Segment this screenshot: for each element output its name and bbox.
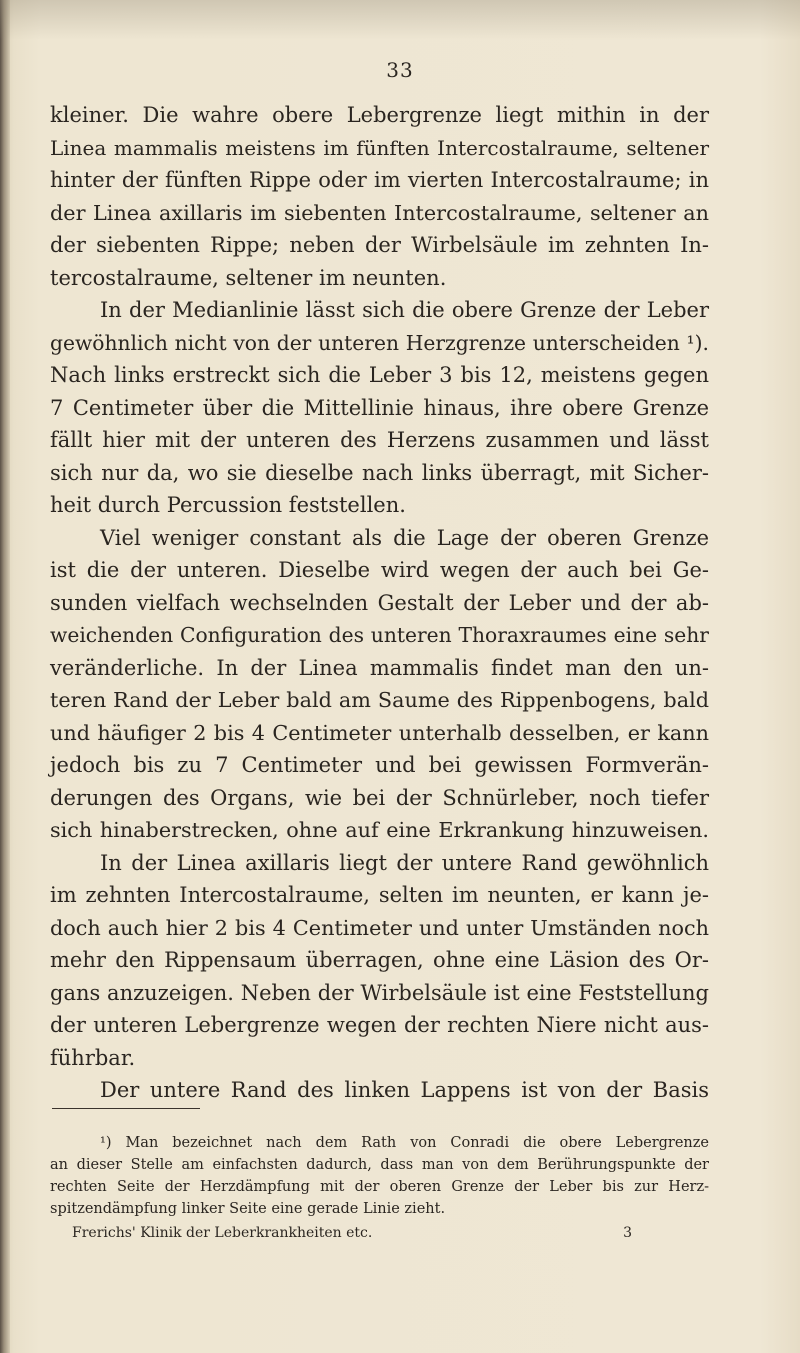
text-line: 7 Centimeter über die Mittellinie hinaus, ihre obere Grenze [50,395,709,420]
printer-signature-line [72,1225,632,1241]
footnote-line: spitzendämpfung linker Seite eine gerade Linie zieht. [50,1201,446,1217]
text-line: der Linea axillaris im siebenten Intercostalraume, seltener an [50,200,709,225]
text-line: Linea mammalis meistens im fünften Intercostalraume, seltener [50,135,709,160]
text-line: In der Linea axillaris liegt der untere Rand gewöhnlich [100,850,709,875]
text-line: gewöhnlich nicht von der unteren Herzgrenze unterscheiden ¹). [50,330,709,355]
page-top-shading [0,0,800,40]
text-line: veränderliche. In der Linea mammalis findet man den un- [50,655,709,680]
text-line: ist die der unteren. Dieselbe wird wegen der auch bei Ge- [50,558,709,582]
text-line: im zehnten Intercostalraume, selten im neunten, er kann je- [50,883,709,907]
footnote-block [50,1132,709,1220]
text-line: tercostalraume, seltener im neunten. [50,265,447,290]
text-line: führbar. [50,1045,136,1070]
text-line: sich hinaberstrecken, ohne auf eine Erkrankung hinzuweisen. [50,818,709,842]
text-line: der unteren Lebergrenze wegen der rechten Niere nicht aus- [50,1013,709,1037]
text-line: sunden vielfach wechselnden Gestalt der Leber und der ab- [50,590,709,615]
footnote-line: an dieser Stelle am einfachsten dadurch, dass man von dem Berührungspunkte der [50,1157,709,1173]
text-line: In der Medianlinie lässt sich die obere Grenze der Leber [100,298,709,322]
main-text-block [50,99,709,1107]
text-line: doch auch hier 2 bis 4 Centimeter und unter Umständen noch [50,915,709,940]
text-line: kleiner. Die wahre obere Lebergrenze liegt mithin in der [50,103,709,127]
text-line: sich nur da, wo sie dieselbe nach links überragt, mit Sicher- [50,460,709,485]
signature-text: Frerichs' Klinik der Leberkrankheiten etc. [72,1225,373,1241]
text-line: und häufiger 2 bis 4 Centimeter unterhalb desselben, er kann [50,720,709,745]
page-number: 33 [386,58,414,82]
text-line: Viel weniger constant als die Lage der oberen Grenze [100,525,709,550]
text-line: der siebenten Rippe; neben der Wirbelsäule im zehnten In- [50,233,709,257]
text-line: teren Rand der Leber bald am Saume des Rippenbogens, bald [50,688,709,712]
text-line: Der untere Rand des linken Lappens ist von der Basis [100,1078,709,1102]
text-line: mehr den Rippensaum überragen, ohne eine Läsion des Or- [50,948,709,972]
text-line: heit durch Percussion feststellen. [50,493,406,517]
text-line: weichenden Configuration des unteren Thoraxraumes eine sehr [50,623,709,647]
text-line: fällt hier mit der unteren des Herzens zusammen und lässt [50,428,709,452]
page-gutter-shadow [0,0,10,1353]
signature-sheet-number: 3 [623,1225,632,1241]
text-line: jedoch bis zu 7 Centimeter und bei gewissen Formverän- [50,753,709,777]
text-line: gans anzuzeigen. Neben der Wirbelsäule ist eine Feststellung [50,980,709,1005]
footnote-divider [52,1108,200,1109]
text-line: Nach links erstreckt sich die Leber 3 bis 12, meistens gegen [50,363,709,387]
footnote-line: ¹) Man bezeichnet nach dem Rath von Conradi die obere Lebergrenze [100,1135,709,1151]
text-line: hinter der fünften Rippe oder im vierten Intercostalraume; in [50,168,709,192]
text-line: derungen des Organs, wie bei der Schnürleber, noch tiefer [50,785,709,810]
footnote-line: rechten Seite der Herzdämpfung mit der oberen Grenze der Leber bis zur Herz- [50,1179,709,1195]
